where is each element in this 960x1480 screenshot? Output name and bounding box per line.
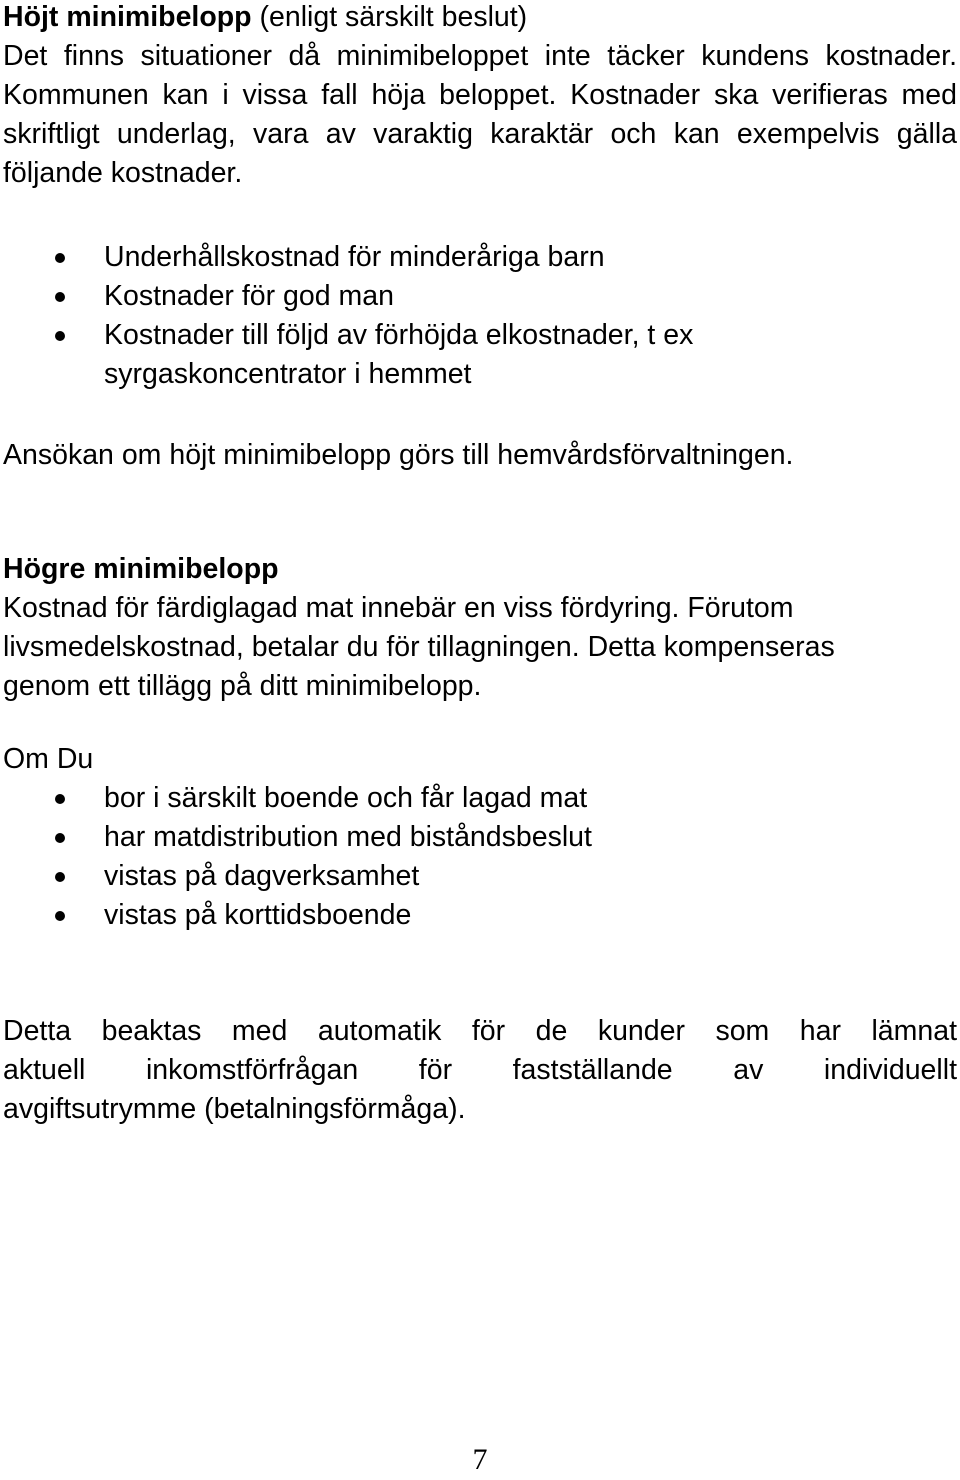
list-item-text: Kostnader för god man xyxy=(104,280,394,312)
closing-line: avgiftsutrymme (betalningsförmåga). xyxy=(3,1093,466,1125)
list-item xyxy=(3,238,957,277)
body-paragraph: Kostnad för färdiglagad mat innebär en viss fördyring. Förutom livsmedelskostnad, betalar du för tillagningen. Detta kompenseras genom ett tillägg på ditt minimibelopp. xyxy=(3,592,835,702)
list-item xyxy=(3,779,957,818)
list-item-text: vistas på dagverksamhet xyxy=(104,860,420,892)
application-note xyxy=(3,436,957,475)
section-hojt-minimibelopp xyxy=(3,0,957,193)
bullet-icon xyxy=(55,292,65,302)
section-heading-bold: Höjt minimibelopp xyxy=(3,1,252,33)
eligibility-lead: Om Du xyxy=(3,743,94,775)
application-paragraph: Ansökan om höjt minimibelopp görs till hemvårdsförvaltningen. xyxy=(3,439,794,471)
closing-paragraph xyxy=(3,1012,957,1129)
bullet-icon xyxy=(55,872,65,882)
list-item-text: Underhållskostnad för minderåriga barn xyxy=(104,241,605,273)
intro-paragraph: Det finns situationer då minimibeloppet inte täcker kundens kostnader. Kommunen kan i vissa fall höja beloppet. Kostnader ska verifieras med skriftligt underlag, vara av varaktig karaktär och kan exempelvis gälla följande kostnader. xyxy=(3,40,957,189)
section-heading xyxy=(3,0,957,37)
list-item-text: Kostnader till följd av förhöjda elkostnader, t ex syrgaskoncentrator i hemmet xyxy=(104,319,694,390)
bullet-icon xyxy=(55,253,65,263)
list-item-text: bor i särskilt boende och får lagad mat xyxy=(104,782,588,814)
list-item xyxy=(3,818,957,857)
list-item xyxy=(3,857,957,896)
closing-line: aktuell inkomstförfrågan för fastställande av individuellt xyxy=(3,1054,957,1086)
bullet-icon xyxy=(55,794,65,804)
list-item xyxy=(3,896,957,935)
bullet-icon xyxy=(55,833,65,843)
cost-list xyxy=(3,238,957,394)
bullet-icon xyxy=(55,331,65,341)
list-item xyxy=(3,277,957,316)
closing-line: Detta beaktas med automatik för de kunder som har lämnat xyxy=(3,1015,957,1047)
section-heading: Högre minimibelopp xyxy=(3,553,279,585)
list-item-text: har matdistribution med biståndsbeslut xyxy=(104,821,592,853)
section-hogre-minimibelopp xyxy=(3,550,957,706)
page-number: 7 xyxy=(472,1443,488,1476)
list-item xyxy=(3,316,957,394)
bullet-icon xyxy=(55,911,65,921)
section-heading-note: (enligt särskilt beslut) xyxy=(251,1,528,33)
eligibility-block xyxy=(3,740,957,935)
list-item-text: vistas på korttidsboende xyxy=(104,899,412,931)
